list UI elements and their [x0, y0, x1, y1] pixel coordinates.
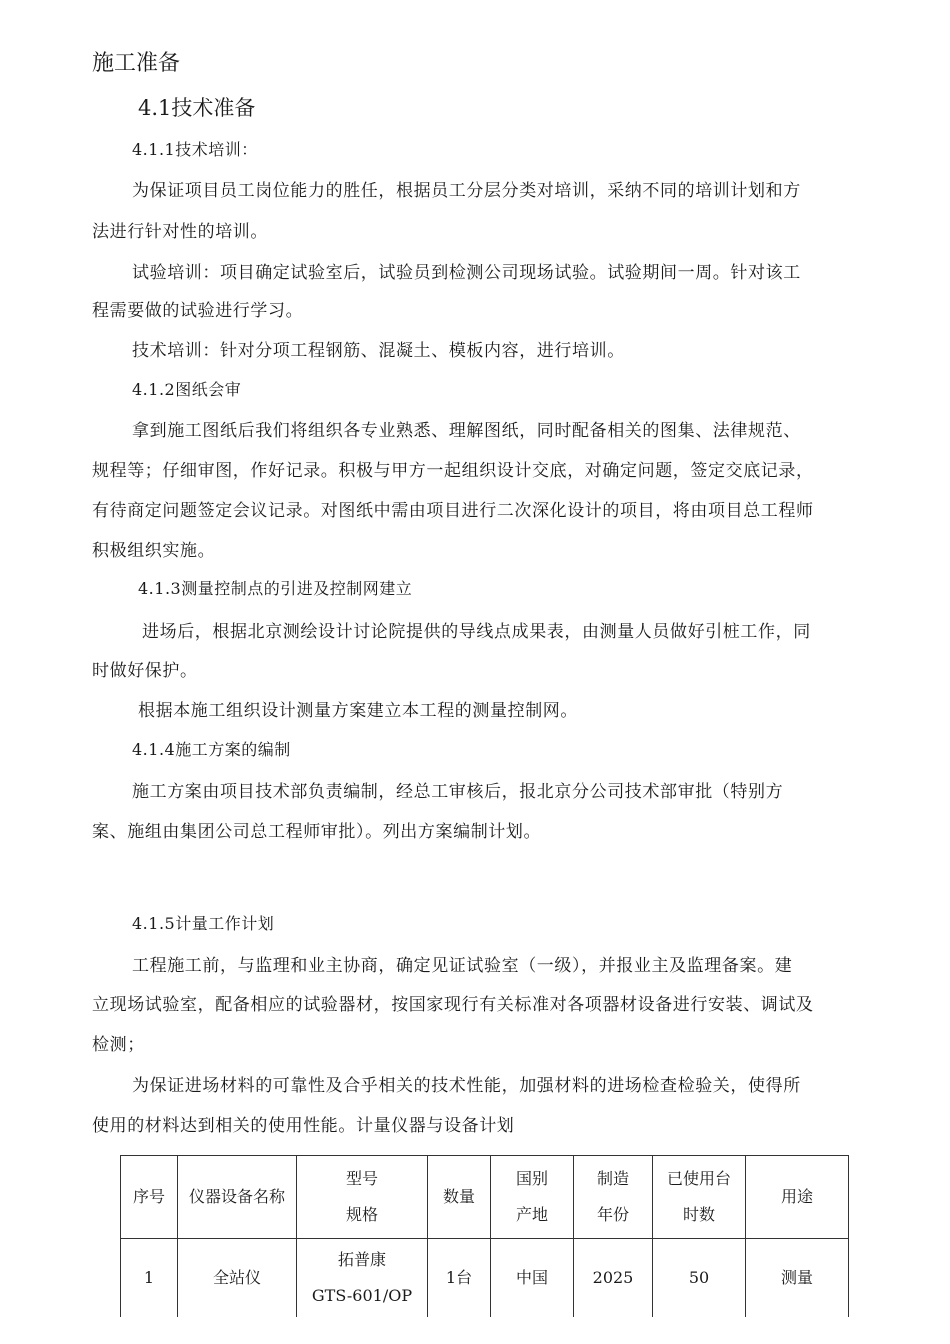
paragraph-line: 程需要做的试验进行学习。 [92, 301, 304, 321]
cell-no: 1 [121, 1239, 178, 1318]
col-header-use: 用途 [746, 1156, 849, 1239]
subsection-heading-4-1-1: 4.1.1技术培训： [132, 140, 258, 159]
paragraph-line: 案、施组由集团公司总工程师审批）。列出方案编制计划。 [92, 822, 542, 842]
col-header-name: 仪器设备名称 [178, 1156, 297, 1239]
paragraph-line: 积极组织实施。 [92, 541, 216, 561]
paragraph-line: 拿到施工图纸后我们将组织各专业熟悉、理解图纸，同时配备相关的图集、法律规范、 [132, 421, 801, 441]
col-header-hours-line2: 时数 [682, 1205, 715, 1224]
col-header-model-line2: 规格 [345, 1205, 378, 1224]
paragraph-line: 工程施工前，与监理和业主协商，确定见证试验室（一级），并报业主及监理备案。建 [132, 956, 793, 976]
paragraph-line: 根据本施工组织设计测量方案建立本工程的测量控制网。 [138, 701, 578, 721]
col-header-qty: 数量 [428, 1156, 491, 1239]
col-header-origin [491, 1156, 574, 1239]
col-header-model-line1: 型号 [345, 1169, 378, 1188]
paragraph-line: 为保证进场材料的可靠性及合乎相关的技术性能，加强材料的进场检查检验关，使得所 [132, 1076, 801, 1096]
col-header-year [574, 1156, 653, 1239]
cell-model [297, 1239, 428, 1318]
equipment-table [120, 1155, 849, 1317]
cell-use: 测量 [746, 1239, 849, 1318]
cell-origin: 中国 [491, 1239, 574, 1318]
section-heading-4-1: 4.1技术准备 [138, 96, 256, 120]
col-header-year-line2: 年份 [596, 1205, 629, 1224]
cell-model-line2: GTS-601/OP [311, 1286, 413, 1305]
col-header-origin-line1: 国别 [515, 1169, 548, 1188]
col-header-hours [653, 1156, 746, 1239]
cell-qty: 1台 [428, 1239, 491, 1318]
paragraph-line: 检测； [92, 1035, 145, 1055]
table-header-row [121, 1156, 849, 1239]
table-row [121, 1239, 849, 1318]
col-header-origin-line2: 产地 [515, 1205, 548, 1224]
paragraph-line: 试验培训：项目确定试验室后，试验员到检测公司现场试验。试验期间一周。针对该工 [132, 263, 801, 283]
cell-model-line1: 拓普康 [337, 1250, 386, 1269]
paragraph-line: 为保证项目员工岗位能力的胜任，根据员工分层分类对培训，采纳不同的培训计划和方 [132, 181, 801, 201]
subsection-heading-4-1-5: 4.1.5计量工作计划 [132, 914, 275, 933]
subsection-heading-4-1-3: 4.1.3测量控制点的引进及控制网建立 [138, 579, 413, 598]
col-header-hours-line1: 已使用台 [666, 1169, 731, 1188]
paragraph-line: 技术培训：针对分项工程钢筋、混凝土、模板内容，进行培训。 [132, 341, 625, 361]
paragraph-line: 法进行针对性的培训。 [92, 222, 268, 242]
paragraph-line: 时做好保护。 [92, 661, 198, 681]
cell-hours: 50 [653, 1239, 746, 1318]
paragraph-line: 规程等；仔细审图，作好记录。积极与甲方一起组织设计交底，对确定问题，签定交底记录， [92, 461, 814, 481]
paragraph-line: 进场后，根据北京测绘设计讨论院提供的导线点成果表，由测量人员做好引桩工作，同 [142, 622, 811, 642]
subsection-heading-4-1-4: 4.1.4施工方案的编制 [132, 740, 291, 759]
paragraph-line: 有待商定问题签定会议记录。对图纸中需由项目进行二次深化设计的项目，将由项目总工程师 [92, 501, 814, 521]
paragraph-line: 立现场试验室，配备相应的试验器材，按国家现行有关标准对各项器材设备进行安装、调试及 [92, 995, 814, 1015]
page-title: 施工准备 [92, 51, 181, 76]
subsection-heading-4-1-2: 4.1.2图纸会审 [132, 380, 242, 399]
col-header-year-line1: 制造 [596, 1169, 629, 1188]
cell-year: 2025 [574, 1239, 653, 1318]
col-header-model [297, 1156, 428, 1239]
paragraph-line: 使用的材料达到相关的使用性能。计量仪器与设备计划 [92, 1116, 515, 1136]
col-header-no: 序号 [121, 1156, 178, 1239]
paragraph-line: 施工方案由项目技术部负责编制，经总工审核后，报北京分公司技术部审批（特别方 [132, 782, 784, 802]
cell-name: 全站仪 [178, 1239, 297, 1318]
